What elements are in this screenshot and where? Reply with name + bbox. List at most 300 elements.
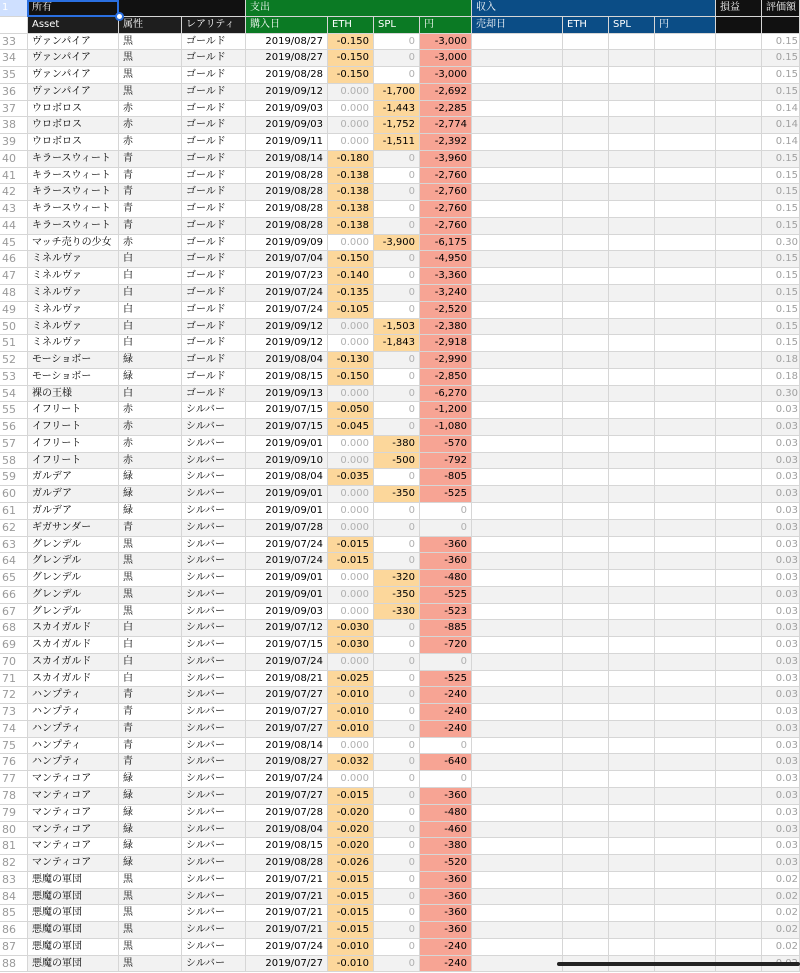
value-cell[interactable]: 0.15 — [762, 184, 800, 201]
rarity-cell[interactable]: シルバー — [182, 486, 246, 503]
asset-cell[interactable]: ハンプティ — [28, 738, 119, 755]
yen-cell[interactable]: -480 — [420, 570, 472, 587]
yen2-cell[interactable] — [655, 721, 716, 738]
eth2-cell[interactable] — [563, 386, 609, 403]
eth-cell[interactable]: 0.000 — [328, 520, 374, 537]
date-cell[interactable]: 2019/08/27 — [246, 50, 328, 67]
value-cell[interactable]: 0.15 — [762, 67, 800, 84]
date-cell[interactable]: 2019/09/12 — [246, 319, 328, 336]
sell-date-cell[interactable] — [472, 151, 563, 168]
spl-cell[interactable]: 0 — [374, 671, 420, 688]
row-number[interactable]: 81 — [0, 838, 28, 855]
yen2-cell[interactable] — [655, 50, 716, 67]
eth-cell[interactable]: -0.026 — [328, 855, 374, 872]
eth2-cell[interactable] — [563, 285, 609, 302]
yen2-cell[interactable] — [655, 84, 716, 101]
pl-cell[interactable] — [716, 402, 762, 419]
spl2-cell[interactable] — [609, 453, 655, 470]
rarity-cell[interactable]: シルバー — [182, 637, 246, 654]
eth-cell[interactable]: -0.020 — [328, 822, 374, 839]
value-cell[interactable]: 0.03 — [762, 687, 800, 704]
color-cell[interactable]: 白 — [119, 637, 182, 654]
asset-cell[interactable]: キラースウィート — [28, 201, 119, 218]
asset-cell[interactable]: ハンプティ — [28, 721, 119, 738]
rarity-cell[interactable]: シルバー — [182, 939, 246, 956]
header-asset[interactable]: Asset — [28, 17, 119, 34]
asset-cell[interactable]: ガルデア — [28, 503, 119, 520]
spl2-cell[interactable] — [609, 117, 655, 134]
pl-cell[interactable] — [716, 168, 762, 185]
eth2-cell[interactable] — [563, 419, 609, 436]
eth-cell[interactable]: 0.000 — [328, 587, 374, 604]
sell-date-cell[interactable] — [472, 453, 563, 470]
header-sell-date[interactable]: 売却日 — [472, 17, 563, 34]
yen2-cell[interactable] — [655, 855, 716, 872]
color-cell[interactable]: 青 — [119, 218, 182, 235]
header-eth[interactable]: ETH — [328, 17, 374, 34]
rarity-cell[interactable]: ゴールド — [182, 184, 246, 201]
spl-cell[interactable]: 0 — [374, 34, 420, 51]
pl-cell[interactable] — [716, 67, 762, 84]
spl-cell[interactable]: -1,752 — [374, 117, 420, 134]
row-number[interactable]: 62 — [0, 520, 28, 537]
date-cell[interactable]: 2019/08/04 — [246, 352, 328, 369]
yen2-cell[interactable] — [655, 218, 716, 235]
rarity-cell[interactable]: シルバー — [182, 503, 246, 520]
row-number[interactable]: 34 — [0, 50, 28, 67]
yen2-cell[interactable] — [655, 285, 716, 302]
pl-cell[interactable] — [716, 386, 762, 403]
value-cell[interactable]: 0.03 — [762, 805, 800, 822]
value-cell[interactable]: 0.15 — [762, 285, 800, 302]
row-number[interactable]: 40 — [0, 151, 28, 168]
value-cell[interactable]: 0.30 — [762, 386, 800, 403]
eth2-cell[interactable] — [563, 637, 609, 654]
eth-cell[interactable]: 0.000 — [328, 117, 374, 134]
rarity-cell[interactable]: シルバー — [182, 771, 246, 788]
date-cell[interactable]: 2019/08/04 — [246, 822, 328, 839]
eth-cell[interactable]: -0.130 — [328, 352, 374, 369]
sell-date-cell[interactable] — [472, 67, 563, 84]
spl2-cell[interactable] — [609, 889, 655, 906]
rarity-cell[interactable]: ゴールド — [182, 352, 246, 369]
sell-date-cell[interactable] — [472, 671, 563, 688]
eth2-cell[interactable] — [563, 570, 609, 587]
value-cell[interactable]: 0.03 — [762, 654, 800, 671]
rarity-cell[interactable]: シルバー — [182, 754, 246, 771]
pl-cell[interactable] — [716, 687, 762, 704]
yen2-cell[interactable] — [655, 67, 716, 84]
yen2-cell[interactable] — [655, 402, 716, 419]
spl-cell[interactable]: 0 — [374, 386, 420, 403]
sell-date-cell[interactable] — [472, 738, 563, 755]
yen2-cell[interactable] — [655, 754, 716, 771]
color-cell[interactable]: 赤 — [119, 419, 182, 436]
sell-date-cell[interactable] — [472, 117, 563, 134]
spl2-cell[interactable] — [609, 520, 655, 537]
rarity-cell[interactable]: シルバー — [182, 872, 246, 889]
spl2-cell[interactable] — [609, 704, 655, 721]
asset-cell[interactable]: グレンデル — [28, 537, 119, 554]
asset-cell[interactable]: ミネルヴァ — [28, 302, 119, 319]
sell-date-cell[interactable] — [472, 721, 563, 738]
value-cell[interactable]: 0.15 — [762, 84, 800, 101]
spl-cell[interactable]: 0 — [374, 788, 420, 805]
date-cell[interactable]: 2019/09/03 — [246, 604, 328, 621]
asset-cell[interactable]: ハンプティ — [28, 754, 119, 771]
date-cell[interactable]: 2019/07/28 — [246, 520, 328, 537]
yen-cell[interactable]: -2,760 — [420, 168, 472, 185]
pl-cell[interactable] — [716, 218, 762, 235]
eth2-cell[interactable] — [563, 587, 609, 604]
yen2-cell[interactable] — [655, 369, 716, 386]
eth-cell[interactable]: -0.030 — [328, 637, 374, 654]
pl-cell[interactable] — [716, 84, 762, 101]
eth2-cell[interactable] — [563, 469, 609, 486]
color-cell[interactable]: 緑 — [119, 771, 182, 788]
spl-cell[interactable]: 0 — [374, 520, 420, 537]
spl2-cell[interactable] — [609, 67, 655, 84]
value-cell[interactable]: 0.03 — [762, 604, 800, 621]
value-cell[interactable]: 0.14 — [762, 134, 800, 151]
asset-cell[interactable]: マンティコア — [28, 788, 119, 805]
spl-cell[interactable]: 0 — [374, 956, 420, 973]
row-number[interactable]: 87 — [0, 939, 28, 956]
yen-cell[interactable]: -2,850 — [420, 369, 472, 386]
spl-cell[interactable]: -3,900 — [374, 235, 420, 252]
eth2-cell[interactable] — [563, 184, 609, 201]
date-cell[interactable]: 2019/07/21 — [246, 889, 328, 906]
eth-cell[interactable]: -0.105 — [328, 302, 374, 319]
pl-cell[interactable] — [716, 738, 762, 755]
yen-cell[interactable]: -360 — [420, 905, 472, 922]
spl2-cell[interactable] — [609, 218, 655, 235]
sell-date-cell[interactable] — [472, 235, 563, 252]
sell-date-cell[interactable] — [472, 50, 563, 67]
yen-cell[interactable]: -2,760 — [420, 218, 472, 235]
eth-cell[interactable]: 0.000 — [328, 134, 374, 151]
yen2-cell[interactable] — [655, 201, 716, 218]
yen-cell[interactable]: -240 — [420, 704, 472, 721]
eth-cell[interactable]: -0.150 — [328, 251, 374, 268]
asset-cell[interactable]: グレンデル — [28, 553, 119, 570]
date-cell[interactable]: 2019/08/28 — [246, 67, 328, 84]
eth2-cell[interactable] — [563, 335, 609, 352]
date-cell[interactable]: 2019/09/09 — [246, 235, 328, 252]
spl2-cell[interactable] — [609, 285, 655, 302]
header-spl[interactable]: SPL — [374, 17, 420, 34]
rarity-cell[interactable]: シルバー — [182, 838, 246, 855]
yen-cell[interactable]: -360 — [420, 537, 472, 554]
yen2-cell[interactable] — [655, 822, 716, 839]
row-number[interactable]: 36 — [0, 84, 28, 101]
spl2-cell[interactable] — [609, 101, 655, 118]
yen-cell[interactable]: -240 — [420, 721, 472, 738]
spl2-cell[interactable] — [609, 84, 655, 101]
spl-cell[interactable]: -330 — [374, 604, 420, 621]
yen-cell[interactable]: -3,240 — [420, 285, 472, 302]
sell-date-cell[interactable] — [472, 805, 563, 822]
row-number[interactable]: 88 — [0, 956, 28, 973]
spl2-cell[interactable] — [609, 503, 655, 520]
header-yen2[interactable]: 円 — [655, 17, 716, 34]
asset-cell[interactable]: スカイガルド — [28, 654, 119, 671]
date-cell[interactable]: 2019/07/21 — [246, 872, 328, 889]
value-cell[interactable]: 0.03 — [762, 486, 800, 503]
pl-cell[interactable] — [716, 352, 762, 369]
date-cell[interactable]: 2019/07/24 — [246, 285, 328, 302]
header-spl2[interactable]: SPL — [609, 17, 655, 34]
row-number[interactable]: 55 — [0, 402, 28, 419]
pl-cell[interactable] — [716, 654, 762, 671]
value-cell[interactable]: 0.15 — [762, 335, 800, 352]
value-cell[interactable]: 0.03 — [762, 453, 800, 470]
date-cell[interactable]: 2019/08/28 — [246, 218, 328, 235]
eth2-cell[interactable] — [563, 453, 609, 470]
eth-cell[interactable]: 0.000 — [328, 319, 374, 336]
yen2-cell[interactable] — [655, 922, 716, 939]
asset-cell[interactable]: グレンデル — [28, 587, 119, 604]
date-cell[interactable]: 2019/07/12 — [246, 620, 328, 637]
sell-date-cell[interactable] — [472, 520, 563, 537]
date-cell[interactable]: 2019/07/27 — [246, 788, 328, 805]
sell-date-cell[interactable] — [472, 335, 563, 352]
spl2-cell[interactable] — [609, 838, 655, 855]
spl-cell[interactable]: 0 — [374, 889, 420, 906]
row-number[interactable]: 38 — [0, 117, 28, 134]
asset-cell[interactable]: グレンデル — [28, 570, 119, 587]
sell-date-cell[interactable] — [472, 503, 563, 520]
date-cell[interactable]: 2019/09/01 — [246, 570, 328, 587]
eth2-cell[interactable] — [563, 436, 609, 453]
pl-cell[interactable] — [716, 302, 762, 319]
pl-cell[interactable] — [716, 50, 762, 67]
spl2-cell[interactable] — [609, 537, 655, 554]
row-number[interactable]: 2 — [0, 17, 28, 34]
color-cell[interactable]: 赤 — [119, 402, 182, 419]
pl-cell[interactable] — [716, 570, 762, 587]
date-cell[interactable]: 2019/08/28 — [246, 168, 328, 185]
spl-cell[interactable]: 0 — [374, 184, 420, 201]
pl-cell[interactable] — [716, 319, 762, 336]
header-rarity[interactable]: レアリティ — [182, 17, 246, 34]
yen-cell[interactable]: -360 — [420, 922, 472, 939]
asset-cell[interactable]: グレンデル — [28, 604, 119, 621]
eth-cell[interactable]: 0.000 — [328, 235, 374, 252]
yen-cell[interactable]: -805 — [420, 469, 472, 486]
rarity-cell[interactable]: ゴールド — [182, 218, 246, 235]
spl2-cell[interactable] — [609, 788, 655, 805]
row-number[interactable]: 69 — [0, 637, 28, 654]
color-cell[interactable]: 緑 — [119, 838, 182, 855]
rarity-cell[interactable]: シルバー — [182, 620, 246, 637]
rarity-cell[interactable]: シルバー — [182, 520, 246, 537]
pl-cell[interactable] — [716, 151, 762, 168]
spl-cell[interactable]: 0 — [374, 352, 420, 369]
yen-cell[interactable]: -570 — [420, 436, 472, 453]
asset-cell[interactable]: イフリート — [28, 436, 119, 453]
rarity-cell[interactable]: シルバー — [182, 453, 246, 470]
eth-cell[interactable]: 0.000 — [328, 436, 374, 453]
date-cell[interactable]: 2019/09/12 — [246, 84, 328, 101]
color-cell[interactable]: 黒 — [119, 84, 182, 101]
eth2-cell[interactable] — [563, 168, 609, 185]
pl-cell[interactable] — [716, 922, 762, 939]
spl2-cell[interactable] — [609, 402, 655, 419]
rarity-cell[interactable]: ゴールド — [182, 151, 246, 168]
sell-date-cell[interactable] — [472, 956, 563, 973]
yen-cell[interactable]: -3,960 — [420, 151, 472, 168]
row-number[interactable]: 73 — [0, 704, 28, 721]
yen-cell[interactable]: 0 — [420, 738, 472, 755]
spl-cell[interactable]: 0 — [374, 369, 420, 386]
asset-cell[interactable]: ヴァンパイア — [28, 84, 119, 101]
date-cell[interactable]: 2019/07/21 — [246, 905, 328, 922]
asset-cell[interactable]: ミネルヴァ — [28, 285, 119, 302]
value-cell[interactable]: 0.03 — [762, 822, 800, 839]
spl-cell[interactable]: 0 — [374, 822, 420, 839]
rarity-cell[interactable]: ゴールド — [182, 335, 246, 352]
header-shishutsu[interactable]: 支出 — [246, 0, 472, 17]
sell-date-cell[interactable] — [472, 134, 563, 151]
pl-cell[interactable] — [716, 889, 762, 906]
pl-cell[interactable] — [716, 34, 762, 51]
yen-cell[interactable]: -2,760 — [420, 184, 472, 201]
asset-cell[interactable]: キラースウィート — [28, 218, 119, 235]
yen2-cell[interactable] — [655, 905, 716, 922]
pl-cell[interactable] — [716, 604, 762, 621]
eth2-cell[interactable] — [563, 922, 609, 939]
pl-cell[interactable] — [716, 201, 762, 218]
asset-cell[interactable]: イフリート — [28, 453, 119, 470]
yen2-cell[interactable] — [655, 151, 716, 168]
eth2-cell[interactable] — [563, 402, 609, 419]
eth2-cell[interactable] — [563, 553, 609, 570]
color-cell[interactable]: 黒 — [119, 34, 182, 51]
date-cell[interactable]: 2019/09/01 — [246, 587, 328, 604]
pl-cell[interactable] — [716, 704, 762, 721]
header-shunyu[interactable]: 収入 — [472, 0, 716, 17]
pl-cell[interactable] — [716, 805, 762, 822]
sell-date-cell[interactable] — [472, 838, 563, 855]
color-cell[interactable]: 黒 — [119, 956, 182, 973]
yen-cell[interactable]: -360 — [420, 788, 472, 805]
date-cell[interactable]: 2019/08/14 — [246, 151, 328, 168]
sell-date-cell[interactable] — [472, 889, 563, 906]
horizontal-scrollbar[interactable] — [557, 962, 800, 966]
rarity-cell[interactable]: ゴールド — [182, 34, 246, 51]
rarity-cell[interactable]: シルバー — [182, 822, 246, 839]
rarity-cell[interactable]: ゴールド — [182, 168, 246, 185]
pl-cell[interactable] — [716, 134, 762, 151]
eth2-cell[interactable] — [563, 788, 609, 805]
value-cell[interactable]: 0.15 — [762, 34, 800, 51]
yen2-cell[interactable] — [655, 319, 716, 336]
spl2-cell[interactable] — [609, 151, 655, 168]
date-cell[interactable]: 2019/07/27 — [246, 721, 328, 738]
eth2-cell[interactable] — [563, 855, 609, 872]
yen2-cell[interactable] — [655, 771, 716, 788]
value-cell[interactable]: 0.03 — [762, 838, 800, 855]
row-number[interactable]: 75 — [0, 738, 28, 755]
eth-cell[interactable]: -0.150 — [328, 67, 374, 84]
sell-date-cell[interactable] — [472, 436, 563, 453]
spl2-cell[interactable] — [609, 369, 655, 386]
sell-date-cell[interactable] — [472, 771, 563, 788]
yen-cell[interactable]: -360 — [420, 872, 472, 889]
sell-date-cell[interactable] — [472, 754, 563, 771]
value-cell[interactable]: 0.03 — [762, 402, 800, 419]
row-number[interactable]: 79 — [0, 805, 28, 822]
spl2-cell[interactable] — [609, 436, 655, 453]
yen2-cell[interactable] — [655, 134, 716, 151]
row-number[interactable]: 46 — [0, 251, 28, 268]
value-cell[interactable]: 0.03 — [762, 570, 800, 587]
spl2-cell[interactable] — [609, 687, 655, 704]
spl-cell[interactable]: 0 — [374, 553, 420, 570]
value-cell[interactable]: 0.15 — [762, 251, 800, 268]
spl2-cell[interactable] — [609, 922, 655, 939]
yen2-cell[interactable] — [655, 654, 716, 671]
rarity-cell[interactable]: ゴールド — [182, 386, 246, 403]
rarity-cell[interactable]: シルバー — [182, 855, 246, 872]
yen-cell[interactable]: -460 — [420, 822, 472, 839]
pl-cell[interactable] — [716, 939, 762, 956]
yen2-cell[interactable] — [655, 537, 716, 554]
color-cell[interactable]: 黒 — [119, 537, 182, 554]
spl-cell[interactable]: -320 — [374, 570, 420, 587]
date-cell[interactable]: 2019/07/27 — [246, 704, 328, 721]
eth2-cell[interactable] — [563, 822, 609, 839]
yen-cell[interactable]: -525 — [420, 671, 472, 688]
color-cell[interactable]: 黒 — [119, 872, 182, 889]
spl2-cell[interactable] — [609, 570, 655, 587]
date-cell[interactable]: 2019/07/28 — [246, 805, 328, 822]
date-cell[interactable]: 2019/07/23 — [246, 268, 328, 285]
eth-cell[interactable]: 0.000 — [328, 738, 374, 755]
header-yen[interactable]: 円 — [420, 17, 472, 34]
eth-cell[interactable]: 0.000 — [328, 503, 374, 520]
spl-cell[interactable]: -1,700 — [374, 84, 420, 101]
sell-date-cell[interactable] — [472, 537, 563, 554]
sell-date-cell[interactable] — [472, 905, 563, 922]
yen2-cell[interactable] — [655, 34, 716, 51]
rarity-cell[interactable]: ゴールド — [182, 134, 246, 151]
color-cell[interactable]: 青 — [119, 201, 182, 218]
eth-cell[interactable]: -0.020 — [328, 805, 374, 822]
eth2-cell[interactable] — [563, 117, 609, 134]
sell-date-cell[interactable] — [472, 402, 563, 419]
yen-cell[interactable]: -2,692 — [420, 84, 472, 101]
rarity-cell[interactable]: シルバー — [182, 436, 246, 453]
sell-date-cell[interactable] — [472, 654, 563, 671]
value-cell[interactable]: 0.15 — [762, 268, 800, 285]
spl-cell[interactable]: 0 — [374, 905, 420, 922]
row-number[interactable]: 59 — [0, 469, 28, 486]
asset-cell[interactable]: キラースウィート — [28, 151, 119, 168]
eth2-cell[interactable] — [563, 134, 609, 151]
color-cell[interactable]: 白 — [119, 285, 182, 302]
yen-cell[interactable]: -2,990 — [420, 352, 472, 369]
asset-cell[interactable]: イフリート — [28, 402, 119, 419]
sell-date-cell[interactable] — [472, 369, 563, 386]
spl-cell[interactable]: -500 — [374, 453, 420, 470]
color-cell[interactable]: 白 — [119, 319, 182, 336]
rarity-cell[interactable]: ゴールド — [182, 117, 246, 134]
yen-cell[interactable]: -3,000 — [420, 34, 472, 51]
eth-cell[interactable]: 0.000 — [328, 771, 374, 788]
sell-date-cell[interactable] — [472, 822, 563, 839]
